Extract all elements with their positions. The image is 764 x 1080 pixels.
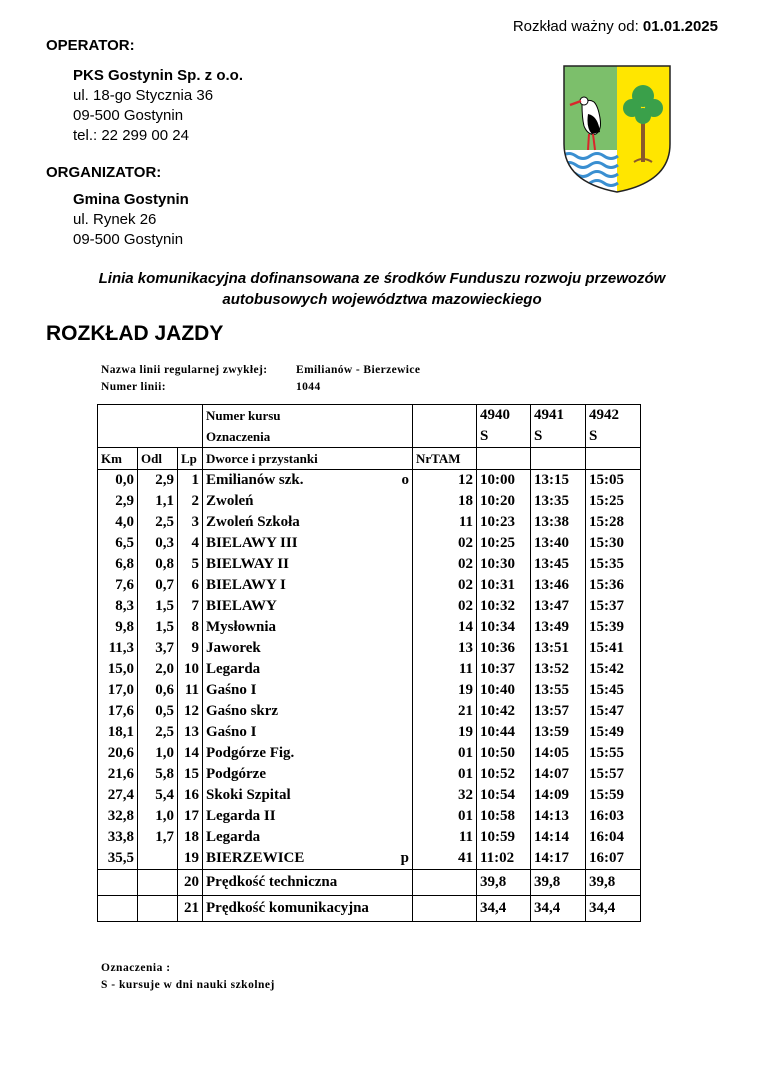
- stop-odl: 3,7: [138, 638, 178, 659]
- stop-lp: 7: [178, 596, 203, 617]
- stop-row: [98, 491, 641, 512]
- departure-time: 15:59: [586, 785, 641, 806]
- stop-name-cell: [203, 470, 413, 492]
- stop-name: BIELWAY II: [206, 556, 289, 572]
- stop-name: Gaśno skrz: [206, 703, 279, 719]
- stop-km: 7,6: [98, 575, 138, 596]
- stop-km: 8,3: [98, 596, 138, 617]
- departure-time: 15:41: [586, 638, 641, 659]
- departure-time: 10:58: [477, 806, 531, 827]
- stop-name: Gaśno I: [206, 682, 257, 698]
- stop-name-wrap: [206, 808, 409, 825]
- legend-item: S - kursuje w dni nauki szkolnej: [101, 979, 275, 991]
- departure-time: 14:07: [531, 764, 586, 785]
- stop-lp: 19: [178, 848, 203, 870]
- header-marks-label: Oznaczenia: [203, 426, 413, 448]
- validity-value: 01.01.2025: [642, 18, 718, 35]
- stop-name: Podgórze: [206, 766, 266, 782]
- stop-flag: o: [401, 472, 409, 488]
- stop-odl: 1,5: [138, 596, 178, 617]
- stop-name-cell: [203, 785, 413, 806]
- stop-name-cell: [203, 764, 413, 785]
- stop-name: Jaworek: [206, 640, 261, 656]
- col-km: Km: [98, 448, 138, 470]
- stop-name: BIELAWY I: [206, 577, 286, 593]
- stop-name-wrap: [206, 661, 409, 678]
- stop-name: Zwoleń Szkoła: [206, 514, 300, 530]
- stop-name: Podgórze Fig.: [206, 745, 295, 761]
- stop-odl: 0,8: [138, 554, 178, 575]
- departure-time: 14:09: [531, 785, 586, 806]
- operator-phone: tel.: 22 299 00 24: [73, 127, 189, 144]
- col-lp: Lp: [178, 448, 203, 470]
- stop-odl: 1,0: [138, 806, 178, 827]
- stop-name-cell: [203, 596, 413, 617]
- speed-nrtam-blank: [413, 870, 477, 896]
- stop-lp: 5: [178, 554, 203, 575]
- stop-nrtam: 21: [413, 701, 477, 722]
- departure-time: 10:44: [477, 722, 531, 743]
- departure-time: 10:34: [477, 617, 531, 638]
- stop-odl: 2,0: [138, 659, 178, 680]
- stop-row: [98, 785, 641, 806]
- speed-lp: 20: [178, 870, 203, 896]
- departure-time: 13:47: [531, 596, 586, 617]
- speed-value: 34,4: [586, 896, 641, 922]
- stop-nrtam: 19: [413, 722, 477, 743]
- stop-odl: 5,4: [138, 785, 178, 806]
- stop-name-wrap: [206, 535, 409, 552]
- stop-name-wrap: [206, 787, 409, 804]
- organizer-street: ul. Rynek 26: [73, 211, 157, 228]
- stop-name-cell: [203, 554, 413, 575]
- departure-time: 10:54: [477, 785, 531, 806]
- organizer-name: Gmina Gostynin: [73, 191, 189, 208]
- stop-row: [98, 512, 641, 533]
- stop-row: [98, 743, 641, 764]
- stop-name-wrap: [206, 850, 409, 867]
- stop-lp: 12: [178, 701, 203, 722]
- stop-name: Legarda: [206, 829, 261, 845]
- stop-row: [98, 806, 641, 827]
- stop-odl: 0,6: [138, 680, 178, 701]
- stop-name-wrap: [206, 724, 409, 741]
- course-mark: S: [586, 426, 641, 448]
- stop-name-wrap: [206, 766, 409, 783]
- departure-time: 10:59: [477, 827, 531, 848]
- timetable: [97, 404, 641, 922]
- departure-time: 10:36: [477, 638, 531, 659]
- stop-row: [98, 617, 641, 638]
- header-course-label: Numer kursu: [203, 405, 413, 427]
- stop-name-cell: [203, 848, 413, 870]
- speed-lp: 21: [178, 896, 203, 922]
- stop-km: 17,6: [98, 701, 138, 722]
- speed-km-blank: [98, 896, 138, 922]
- departure-time: 15:36: [586, 575, 641, 596]
- speed-nrtam-blank: [413, 896, 477, 922]
- departure-time: 14:17: [531, 848, 586, 870]
- stop-nrtam: 01: [413, 806, 477, 827]
- departure-time: 16:04: [586, 827, 641, 848]
- operator-heading: OPERATOR:: [46, 37, 135, 54]
- stop-odl: 1,1: [138, 491, 178, 512]
- legend: [101, 960, 275, 994]
- departure-time: 15:35: [586, 554, 641, 575]
- course-number: 4942: [586, 405, 641, 427]
- stop-km: 4,0: [98, 512, 138, 533]
- departure-time: 10:50: [477, 743, 531, 764]
- speed-label: Prędkość komunikacyjna: [203, 896, 413, 922]
- stop-nrtam: 41: [413, 848, 477, 870]
- stop-km: 2,9: [98, 491, 138, 512]
- stop-name: Legarda II: [206, 808, 276, 824]
- stop-row: [98, 848, 641, 870]
- departure-time: 13:59: [531, 722, 586, 743]
- departure-time: 13:57: [531, 701, 586, 722]
- stop-name: Zwoleń: [206, 493, 254, 509]
- departure-time: 10:42: [477, 701, 531, 722]
- departure-time: 15:25: [586, 491, 641, 512]
- stop-lp: 1: [178, 470, 203, 492]
- stop-km: 32,8: [98, 806, 138, 827]
- speed-value: 34,4: [531, 896, 586, 922]
- departure-time: 15:28: [586, 512, 641, 533]
- stop-row: [98, 470, 641, 492]
- stop-nrtam: 18: [413, 491, 477, 512]
- speed-odl-blank: [138, 870, 178, 896]
- stop-nrtam: 11: [413, 659, 477, 680]
- col-stops: Dworce i przystanki: [203, 448, 413, 470]
- course-number: 4940: [477, 405, 531, 427]
- stop-km: 9,8: [98, 617, 138, 638]
- stop-name: Emilianów szk.: [206, 472, 304, 488]
- stop-row: [98, 701, 641, 722]
- stop-km: 21,6: [98, 764, 138, 785]
- stop-row: [98, 596, 641, 617]
- stop-nrtam: 19: [413, 680, 477, 701]
- stop-name: BIERZEWICE: [206, 850, 305, 866]
- speed-label: Prędkość techniczna: [203, 870, 413, 896]
- departure-time: 13:49: [531, 617, 586, 638]
- stop-name-cell: [203, 491, 413, 512]
- stop-lp: 6: [178, 575, 203, 596]
- stop-row: [98, 659, 641, 680]
- stop-name-cell: [203, 806, 413, 827]
- departure-time: 15:45: [586, 680, 641, 701]
- departure-time: 13:51: [531, 638, 586, 659]
- stop-km: 18,1: [98, 722, 138, 743]
- stop-nrtam: 02: [413, 533, 477, 554]
- speed-km-blank: [98, 870, 138, 896]
- stop-nrtam: 02: [413, 596, 477, 617]
- stop-name: Skoki Szpital: [206, 787, 291, 803]
- stop-lp: 8: [178, 617, 203, 638]
- departure-time: 13:38: [531, 512, 586, 533]
- stop-flag: p: [400, 850, 409, 866]
- departure-time: 14:13: [531, 806, 586, 827]
- stop-lp: 14: [178, 743, 203, 764]
- departure-time: 10:23: [477, 512, 531, 533]
- course-mark: S: [531, 426, 586, 448]
- funding-note-line-1: Linia komunikacyjna dofinansowana ze środków Funduszu rozwoju przewozów: [98, 270, 666, 287]
- col-time-blank: [477, 448, 531, 470]
- stop-km: 0,0: [98, 470, 138, 492]
- stop-km: 27,4: [98, 785, 138, 806]
- stop-odl: [138, 848, 178, 870]
- stop-km: 6,8: [98, 554, 138, 575]
- stop-name-cell: [203, 575, 413, 596]
- departure-time: 13:40: [531, 533, 586, 554]
- organizer-heading: ORGANIZATOR:: [46, 164, 162, 181]
- stop-name-wrap: [206, 703, 409, 720]
- col-time-blank: [531, 448, 586, 470]
- header-blank: [98, 405, 203, 448]
- stop-row: [98, 575, 641, 596]
- stop-lp: 15: [178, 764, 203, 785]
- stop-nrtam: 11: [413, 827, 477, 848]
- stop-name-wrap: [206, 556, 409, 573]
- departure-time: 15:47: [586, 701, 641, 722]
- departure-time: 10:40: [477, 680, 531, 701]
- stop-km: 11,3: [98, 638, 138, 659]
- stop-km: 35,5: [98, 848, 138, 870]
- stop-odl: 2,5: [138, 512, 178, 533]
- stop-lp: 10: [178, 659, 203, 680]
- stop-odl: 1,5: [138, 617, 178, 638]
- departure-time: 11:02: [477, 848, 531, 870]
- stop-nrtam: 14: [413, 617, 477, 638]
- stop-lp: 13: [178, 722, 203, 743]
- stop-odl: 0,3: [138, 533, 178, 554]
- stop-nrtam: 11: [413, 512, 477, 533]
- stop-nrtam: 12: [413, 470, 477, 492]
- line-name-value: Emilianów - Bierzewice: [296, 364, 421, 376]
- stop-odl: 2,5: [138, 722, 178, 743]
- stop-name-cell: [203, 743, 413, 764]
- header-nrtam-blank: [413, 405, 477, 448]
- course-mark: S: [477, 426, 531, 448]
- operator-name: PKS Gostynin Sp. z o.o.: [73, 67, 244, 84]
- gostynin-coat-of-arms-icon: [562, 64, 672, 194]
- stop-nrtam: 01: [413, 743, 477, 764]
- stop-odl: 1,0: [138, 743, 178, 764]
- stop-km: 20,6: [98, 743, 138, 764]
- departure-time: 10:37: [477, 659, 531, 680]
- timetable-body: [98, 405, 641, 922]
- departure-time: 15:39: [586, 617, 641, 638]
- departure-time: 13:46: [531, 575, 586, 596]
- departure-time: 13:35: [531, 491, 586, 512]
- stop-name: BIELAWY III: [206, 535, 298, 551]
- speed-value: 34,4: [477, 896, 531, 922]
- stop-name: BIELAWY: [206, 598, 277, 614]
- stop-lp: 9: [178, 638, 203, 659]
- stop-lp: 4: [178, 533, 203, 554]
- column-header-row: [98, 448, 641, 470]
- departure-time: 10:30: [477, 554, 531, 575]
- speed-odl-blank: [138, 896, 178, 922]
- departure-time: 15:37: [586, 596, 641, 617]
- stop-name-wrap: [206, 829, 409, 846]
- stop-name-cell: [203, 512, 413, 533]
- organizer-city: 09-500 Gostynin: [73, 231, 184, 248]
- departure-time: 10:52: [477, 764, 531, 785]
- header-row-course: [98, 405, 641, 427]
- departure-time: 10:00: [477, 470, 531, 492]
- validity-date: [513, 18, 718, 35]
- stop-name-wrap: [206, 514, 409, 531]
- col-time-blank: [586, 448, 641, 470]
- stop-km: 6,5: [98, 533, 138, 554]
- speed-row: [98, 870, 641, 896]
- line-number-label: Numer linii:: [101, 381, 166, 393]
- stop-name-wrap: [206, 472, 409, 489]
- stop-odl: 2,9: [138, 470, 178, 492]
- departure-time: 15:42: [586, 659, 641, 680]
- line-number-value: 1044: [296, 381, 321, 393]
- departure-time: 16:07: [586, 848, 641, 870]
- stop-odl: 1,7: [138, 827, 178, 848]
- departure-time: 10:32: [477, 596, 531, 617]
- stop-km: 17,0: [98, 680, 138, 701]
- speed-value: 39,8: [586, 870, 641, 896]
- stop-lp: 18: [178, 827, 203, 848]
- speed-row: [98, 896, 641, 922]
- stop-row: [98, 827, 641, 848]
- stop-name-cell: [203, 701, 413, 722]
- stop-nrtam: 02: [413, 554, 477, 575]
- departure-time: 10:31: [477, 575, 531, 596]
- stop-row: [98, 680, 641, 701]
- stop-name-cell: [203, 617, 413, 638]
- operator-street: ul. 18-go Stycznia 36: [73, 87, 214, 104]
- stop-odl: 0,7: [138, 575, 178, 596]
- stop-name: Gaśno I: [206, 724, 257, 740]
- stop-name-wrap: [206, 577, 409, 594]
- stop-name-wrap: [206, 598, 409, 615]
- stop-row: [98, 722, 641, 743]
- departure-time: 13:15: [531, 470, 586, 492]
- departure-time: 14:14: [531, 827, 586, 848]
- stop-km: 33,8: [98, 827, 138, 848]
- departure-time: 15:30: [586, 533, 641, 554]
- stop-lp: 3: [178, 512, 203, 533]
- departure-time: 10:25: [477, 533, 531, 554]
- course-number: 4941: [531, 405, 586, 427]
- stop-row: [98, 764, 641, 785]
- funding-note-line-2: autobusowych województwa mazowieckiego: [222, 291, 542, 308]
- departure-time: 10:20: [477, 491, 531, 512]
- line-name-label: Nazwa linii regularnej zwykłej:: [101, 364, 268, 376]
- departure-time: 13:55: [531, 680, 586, 701]
- page-title: ROZKŁAD JAZDY: [46, 322, 224, 345]
- stop-lp: 16: [178, 785, 203, 806]
- col-nrtam: NrTAM: [413, 448, 477, 470]
- validity-label: Rozkład ważny od:: [512, 18, 639, 35]
- departure-time: 15:55: [586, 743, 641, 764]
- speed-value: 39,8: [477, 870, 531, 896]
- stop-odl: 5,8: [138, 764, 178, 785]
- departure-time: 15:05: [586, 470, 641, 492]
- departure-time: 13:45: [531, 554, 586, 575]
- stop-name-cell: [203, 659, 413, 680]
- stop-name-cell: [203, 722, 413, 743]
- stop-lp: 2: [178, 491, 203, 512]
- stop-name-wrap: [206, 745, 409, 762]
- stop-name-wrap: [206, 640, 409, 657]
- speed-value: 39,8: [531, 870, 586, 896]
- stop-nrtam: 13: [413, 638, 477, 659]
- stop-name-cell: [203, 827, 413, 848]
- stop-name-wrap: [206, 682, 409, 699]
- stop-nrtam: 02: [413, 575, 477, 596]
- departure-time: 15:49: [586, 722, 641, 743]
- stop-nrtam: 32: [413, 785, 477, 806]
- stop-name: Legarda: [206, 661, 261, 677]
- stop-row: [98, 554, 641, 575]
- col-odl: Odl: [138, 448, 178, 470]
- stop-km: 15,0: [98, 659, 138, 680]
- stop-odl: 0,5: [138, 701, 178, 722]
- stop-name-cell: [203, 680, 413, 701]
- stop-row: [98, 533, 641, 554]
- legend-heading: Oznaczenia :: [101, 962, 171, 974]
- departure-time: 14:05: [531, 743, 586, 764]
- operator-address: [73, 66, 243, 146]
- stop-name-cell: [203, 638, 413, 659]
- operator-city: 09-500 Gostynin: [73, 107, 184, 124]
- stop-nrtam: 01: [413, 764, 477, 785]
- stop-lp: 17: [178, 806, 203, 827]
- departure-time: 16:03: [586, 806, 641, 827]
- stop-name-wrap: [206, 493, 409, 510]
- stop-name: Mysłownia: [206, 619, 277, 635]
- stop-name-wrap: [206, 619, 409, 636]
- stop-lp: 11: [178, 680, 203, 701]
- organizer-address: [73, 190, 189, 250]
- stop-row: [98, 638, 641, 659]
- stop-name-cell: [203, 533, 413, 554]
- funding-note: [0, 268, 764, 310]
- departure-time: 15:57: [586, 764, 641, 785]
- departure-time: 13:52: [531, 659, 586, 680]
